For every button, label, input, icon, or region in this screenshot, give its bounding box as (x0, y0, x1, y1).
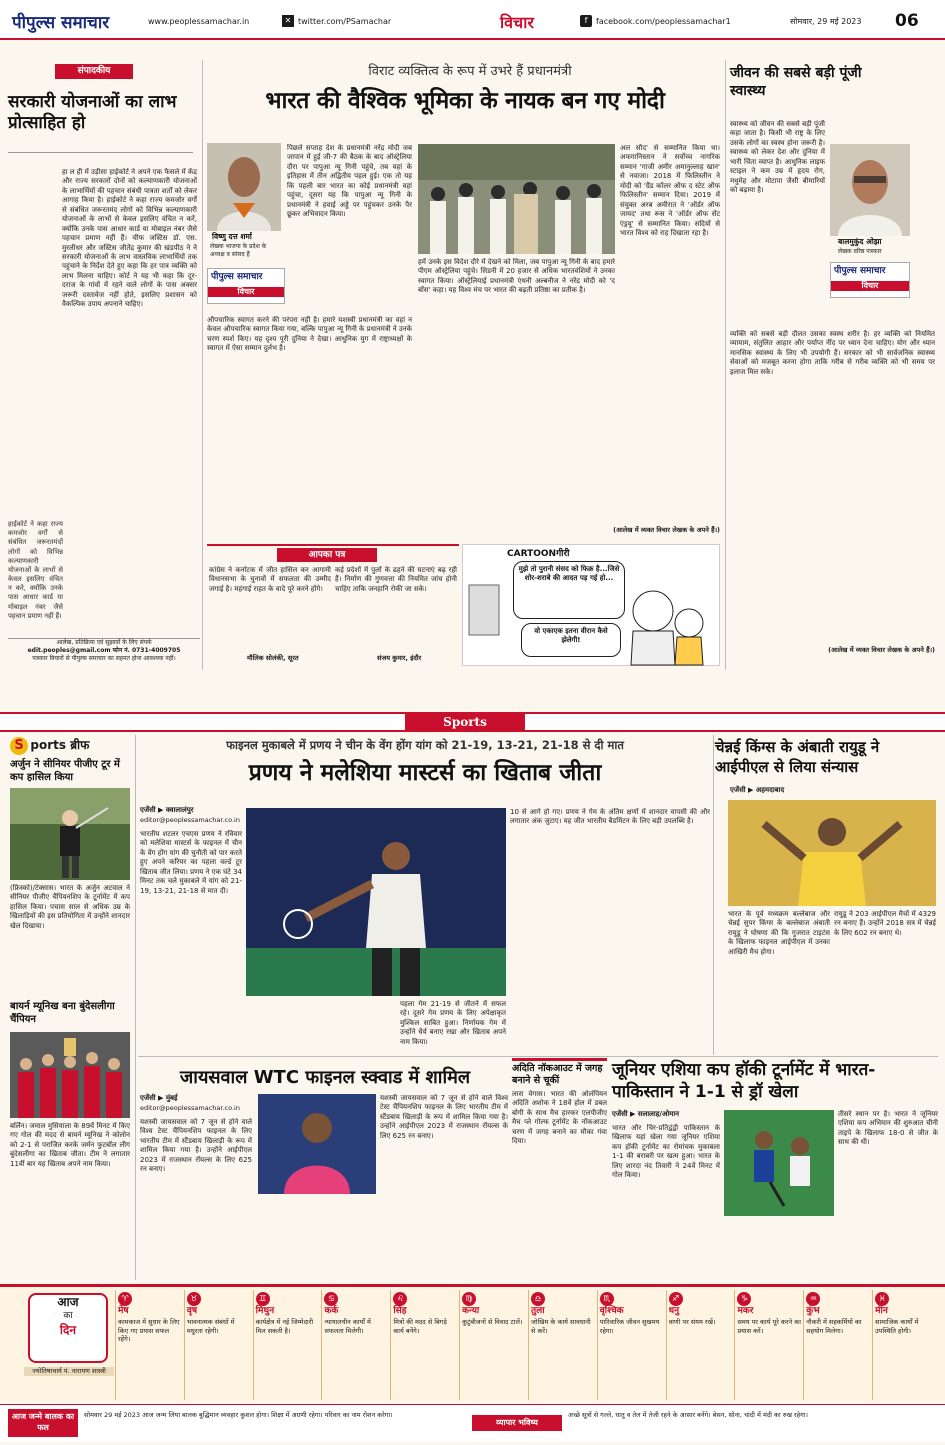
lead-headline: भारत की वैश्विक भूमिका के नायक बन गए मोदी (265, 88, 665, 114)
rashi-kumbh-icon: ♒ (806, 1292, 820, 1306)
health-author-role: लेखक वरिष्ठ पत्रकार (838, 248, 882, 255)
divider-sports-right (713, 735, 714, 1055)
rashi-makar-text: समय पर कार्य पूरे करने का प्रयास करें। (737, 1317, 801, 1335)
rashi-vrish-text: भावनात्मक संबंधों में मधुरता रहेगी। (186, 1317, 235, 1335)
page-number: 06 (895, 11, 919, 31)
divider-sports-mid (138, 1056, 938, 1057)
jaiswal-headline: जायसवाल WTC फाइनल स्क्वाड में शामिल (179, 1067, 471, 1088)
rayudu-text: भारत के पूर्व मध्यक्रम बल्लेबाज और चेन्नई सुपर किंग्स के बल्लेबाज अंबाती रायुडू ने घोषणा की कि गुजरात टाइटंस के खिलाफ फाइनल आईपीएल में उनका आखिरी मैच होगा। (728, 910, 830, 956)
masthead-logo[interactable]: पीपुल्स समाचार (12, 13, 110, 33)
rashi-vrish-icon: ♉ (187, 1292, 201, 1306)
brief-head-1: अर्जुन ने सीनियर पीजीए टूर में कप हासिल किया (10, 759, 120, 783)
mini-logo-health (830, 262, 910, 298)
lead-col3: अल सौद' से सम्मानित किया था। अफगानिस्तान ने सर्वोच्च नागरिक सम्मान 'गाजी अमीर अमानुल्लाह खान' से नवाजा। 2018 में फिलिस्तीन ने मोदी को 'ग्रैंड कॉलर ऑफ द स्टेट ऑफ फिलिस्तीन' सम्मान दिया। 2019 में संयुक्त अरब अमीरात ने 'ऑर्डर ऑफ जायद' तथा रूस ने 'ऑर्डर ऑफ सेंट एंड्रयू' से सम्मानित किया। सदियों से भारत विश्व को राह दिखाता रहा है। (620, 144, 720, 237)
facebook-icon: f (580, 15, 592, 27)
pranay-email[interactable]: editor@peoplessamachar.co.in (140, 816, 240, 824)
rashi-kumbh (803, 1290, 872, 1400)
business-text: अच्छे सूत्रों से गल्ले, धातु व तेल में तेजी रहने के आसार बनेंगे। बेसन, सोना, चांदी में मंदी का रुख रहेगा। (568, 1411, 808, 1419)
hockey-photo (724, 1110, 834, 1216)
rashi-mithun (253, 1290, 322, 1400)
rashi-meen-icon: ♓ (875, 1292, 889, 1306)
rashi-kanya-name: कन्या (462, 1306, 480, 1316)
rashi-kanya-icon: ♍ (462, 1292, 476, 1306)
mini-logo-section: विचार (208, 287, 284, 298)
rashi-tula-name: तुला (530, 1306, 545, 1316)
rashi-makar-name: मकर (737, 1306, 754, 1316)
rashi-kark-text: न्यायालयीन कार्यों में सफलता मिलेगी। (324, 1317, 371, 1335)
letter-1: कांग्रेस ने कर्नाटक में जीत हासिल कर आगामी विधानसभा के चुनावों में सफलता की उम्मीद जगाई है। महंगाई राहत के वादे पूरे करने होंगे। (209, 566, 331, 593)
letters-box (207, 544, 459, 666)
health-title: जीवन की सबसे बड़ी पूंजी स्वास्थ्य (730, 65, 862, 99)
rashi-tula (528, 1290, 597, 1400)
jaiswal-byline: एजेंसी ▶ मुंबई (140, 1094, 178, 1102)
lead-photo (418, 144, 615, 254)
din-label: दिन (59, 1322, 77, 1337)
jaiswal-photo (258, 1094, 376, 1194)
rashi-meen-name: मीन (875, 1306, 888, 1316)
twitter-icon: ✕ (282, 15, 294, 27)
rashi-kark-name: कर्क (324, 1306, 339, 1316)
rashi-singh-icon: ♌ (393, 1292, 407, 1306)
lead-col1b: औपचारिक स्वागत करने की परंपरा नहीं है। हमारे यशस्वी प्रधानमंत्री का वहां न केवल औपचारिक स्वागत किया गया, बल्कि पापुआ न्यू गिनी के प्रधानमंत्री ने उनके चरण स्पर्श किए। यह दृश्य पूरी दुनिया ने देखा। आधुनिक युग में राष्ट्राध्यक्षों के स्वागत में ऐसा सम्मान दुर्लभ है। (207, 316, 412, 353)
health-body2: व्यक्ति को सबसे बड़ी दौलत उसका स्वस्थ शरीर है। हर व्यक्ति को नियमित व्यायाम, संतुलित आहार और पर्याप्त नींद पर ध्यान देना चाहिए। योग और ध्यान मानसिक स्वास्थ्य के लिए भी उपयोगी हैं। सरकार को भी सार्वजनिक स्वास्थ्य सेवाओं को मजबूत करना होगा ताकि गरीब से गरीब व्यक्ति को भी समय पर इलाज मिल सके। (730, 330, 935, 376)
editorial-tag: संपादकीय (55, 64, 133, 79)
sports-band (0, 712, 945, 732)
hockey-byline: एजेंसी ▶ सलालाह/ओमान (612, 1110, 680, 1118)
astrologer-name: ज्योतिषाचार्य पं. नारायण शास्त्री (24, 1367, 114, 1376)
jaiswal-email[interactable]: editor@peoplessamachar.co.in (140, 1104, 240, 1112)
rashi-mithun-name: मिथुन (255, 1306, 275, 1316)
editorial-sidequote: हाईकोर्ट ने कहा राज्य कमजोर वर्गों से संबंधित जरूरतमंदों लोगों को विभिन्न कल्याणकारी योजनाओं के लाभों से केवल इसलिए वंचित न करे, क्योंकि उनके पास आधार कार्ड या मोबाइल नंबर जैसे पहचान प्रमाण नहीं हैं। (8, 520, 63, 620)
rashi-kanya-text: कुटुंबीजनों से विवाद टालें। (462, 1317, 523, 1326)
aditi-text: लास वेगास। भारत की ओलंपियन अदिति अशोक ने 18वें होल में डबल बोगी के साथ मैच हारकर एलपीजीए मैच प्ले गोल्फ टूर्नामेंट के नॉकआउट चरण में जगह बनाने का मौका गंवा दिया। (512, 1090, 607, 1146)
lead-col2: हमें उनके इस विदेश दौरे में देखने को मिला, जब पापुआ न्यू गिनी के बाद हमारे पीएम ऑस्ट्रेलिया पहुंचे। सिडनी में 20 हजार से अधिक भारतवंशियों ने उनका स्वागत किया। ऑस्ट्रेलियाई प्रधानमंत्री एंथनी अल्बनीज ने नरेंद्र मोदी को 'द बॉस' कहा। यह विश्व मंच पर भारत की बढ़ती प्रतिष्ठा का प्रतीक है। (418, 258, 615, 295)
cartoon-bubble-1: मुझे तो पुरानी संसद को फिक्र है...जिसे शोर-शराबे की आदत पड़ गई हो... (513, 561, 625, 619)
rashi-makar (734, 1290, 803, 1400)
rayudu-photo (728, 800, 936, 906)
lead-col1: पिछले सप्ताह देश के प्रधानमंत्री नरेंद्र मोदी जब जापान में हुई जी-7 की बैठक के बाद ऑस्ट्रेलिया दौरा पर पापुआ न्यू गिनी पहुंचे, तब वहां के इतिहास में तीन अद्वितीय पहल हुई। एक तो यह कि पहली बार भारत का कोई प्रधानमंत्री वहां पहुंचा, दूसरा यह कि पापुआ न्यू गिनी के प्रधानमंत्री ने हवाई अड्डे पर पहुंचकर उनके पैर छूकर अभिवादन किया। (287, 144, 412, 219)
jaiswal-text2: यशस्वी जायसवाल को 7 जून से होने वाले विश्व टेस्ट चैंपियनशिप फाइनल के लिए भारतीय टीम में स्टैंडबाय खिलाड़ी के रूप में शामिल किया गया है। उन्होंने आईपीएल 2023 में राजस्थान रॉयल्स के लिए 625 रन बनाए। (380, 1094, 508, 1140)
rashi-makar-icon: ♑ (737, 1292, 751, 1306)
editorial-rule (8, 152, 193, 153)
letter-2: कई प्रदेशों में पुलों के ढहने की घटनाएं बढ़ रही हैं। निर्माण की गुणवत्ता की नियमित जांच होनी चाहिए ताकि जनहानि रोकी जा सके। (335, 566, 457, 593)
aaj-label: आज (57, 1295, 79, 1309)
cartoon-box (462, 544, 720, 666)
footer-contact-label: आलेख, प्रतिक्रिया एवं सुझावों के लिए संपर्क (56, 639, 152, 646)
pranay-headline: प्रणय ने मलेशिया मास्टर्स का खिताब जीता (248, 760, 602, 786)
divider-left (202, 60, 203, 670)
letters-title: आपका पत्र (277, 548, 377, 562)
rayudu-byline: एजेंसी ▶ अहमदाबाद (730, 786, 785, 794)
mini-logo-section-2: विचार (831, 281, 909, 292)
rashi-singh (390, 1290, 459, 1400)
rashi-dhanu-name: धनु (668, 1306, 680, 1316)
rashifal-row (115, 1290, 941, 1400)
editorial-body: हा ल ही में उड़ीसा हाईकोर्ट ने अपने एक फैसले में केंद्र और राज्य सरकारों दोनों को कल्याणकारी योजनाओं के लाभार्थियों की पहचान संबंधी पात्रता शर्तों को लेकर आगाह किया है। हाईकोर्ट ने कहा राज्य कमजोर वर्गों से संबंधित जरूरतमंद लोगों को विभिन्न कल्याणकारी योजनाओं के लाभों से केवल इसलिए वंचित न करें, क्योंकि उनके पास आधार कार्ड या मोबाइल नंबर जैसे पहचान प्रमाण नहीं हैं। चीफ जस्टिस डॉ. एस. मुरलीधर और जस्टिस जीतेंद्र कुमार की खंडपीठ ने ने सरकारी योजनाओं के लाभ वास्तविक लाभार्थियों तक पहुंचाने के निर्देश देते हुए कहा कि हर पात्र व्यक्ति को लाभ मिलना चाहिए। कोर्ट ने यह भी कहा कि दूर-दराज के गांवों में रहने वाले लोगों के पास अक्सर जरूरी दस्तावेज नहीं होते, इसलिए प्रशासन को वैकल्पिक उपाय अपनाने चाहिए। (62, 168, 197, 309)
health-body: स्वास्थ्य को जीवन की सबसे बड़ी पूंजी कहा जाता है। किसी भी राष्ट्र के लिए उसके लोगों का स्वस्थ होना जरूरी है। स्वास्थ्य को लेकर देश और दुनिया में भारी चिंता व्याप्त है। आधुनिक लाइफ स्टाइल ने कम उम्र में हृदय रोग, मधुमेह और मोटापा जैसी बीमारियों को बढ़ाया है। (730, 120, 825, 195)
rashi-dhanu-icon: ♐ (669, 1292, 683, 1306)
hockey-text2: तीसरे स्थान पर है। भारत ने जूनियर एशिया कप अभियान की शुरुआत चीनी ताइपे के खिलाफ 18-0 से जीत के साथ की थी। (838, 1110, 938, 1147)
issue-date: सोमवार, 29 मई 2023 (790, 17, 862, 26)
golfer-photo (10, 788, 130, 880)
rashi-mesh-text: कामकाज में सुधार के लिए किए गए प्रयास सफल रहेंगे। (118, 1317, 180, 1344)
rayudu-headline: चेन्नई किंग्स के अंबाती रायुडू ने आईपीएल से लिया संन्यास (715, 738, 880, 776)
brief-text-2: बर्लिन। जमाल मुसियाला के 89वें मिनट में किए गए गोल की मदद से बायर्न म्यूनिख ने कोलोन को 2-1 से पराजित करके जर्मन फुटबॉल लीग बुंदेसलीगा का खिताब जीता। टीम ने लगातार 11वीं बार यह खिताब अपने नाम किया। (10, 1122, 130, 1168)
brief-text-1: (फ्रिस्को)/टेक्सास। भारत के अर्जुन अटवाल ने सीनियर पीजीए चैंपियनशिप के टूर्नामेंट में कप हासिल किया। पचास साल से अधिक उम्र के खिलाड़ियों की इस प्रतियोगिता में उन्होंने शानदार खेल दिखाया। (10, 884, 130, 930)
rashi-singh-text: मित्रों की मदद से बिगड़े कार्य बनेंगे। (393, 1317, 447, 1335)
rashi-vrishchik-icon: ♏ (600, 1292, 614, 1306)
rashi-mesh (115, 1290, 184, 1400)
rashi-vrish (184, 1290, 253, 1400)
business-label: व्यापार भविष्य (472, 1415, 562, 1431)
rashi-mithun-text: कार्यक्षेत्र में नई जिम्मेदारी मिल सकती है। (255, 1317, 314, 1335)
rashi-vrishchik-text: पारिवारिक जीवन सुखमय रहेगा। (599, 1317, 660, 1335)
hockey-headline: जूनियर एशिया कप हॉकी टूर्नामेंट में भारत-पाकिस्तान ने 1-1 से ड्रॉ खेला (612, 1060, 876, 1102)
rashi-kanya (459, 1290, 528, 1400)
footer-disclaimer: पत्रकार विचारों से पीपुल्स समाचार का सहमत होना आवश्यक नहीं। (32, 655, 176, 663)
birth-label: आज जन्मे बालक का फल (8, 1409, 78, 1437)
letter-2-sign: संजय कुमार, इंदौर (377, 654, 422, 662)
rashi-dhanu-text: वाणी पर संयम रखें। (668, 1317, 716, 1326)
brief-badge (10, 737, 130, 757)
lead-note: (आलेख में व्यक्त विचार लेखक के अपने हैं।) (613, 526, 720, 534)
divider-right (725, 60, 726, 670)
rashi-singh-name: सिंह (393, 1306, 407, 1316)
website-link[interactable]: www.peoplessamachar.in (148, 17, 250, 26)
section-title: विचार (500, 13, 534, 32)
mini-logo-text-2: पीपुल्स समाचार (834, 266, 886, 276)
mini-logo-lead (207, 268, 285, 304)
editorial-footer (8, 638, 200, 666)
rashi-kark-icon: ♋ (324, 1292, 338, 1306)
brief-title: ports ब्रीफ (30, 738, 90, 752)
health-author: बालमुकुंद ओझा (838, 237, 882, 246)
pranay-text: भारतीय शटलर एचएस प्रणय ने रविवार को मलेशिया मास्टर्स के फाइनल में चीन के वेंग होंग यांग की चुनौती को पार करते हुए अपने करियर का पहला वर्ल्ड टूर खिताब जीत लिया। प्रणय ने एक घंटे 34 मिनट तक चले मुकाबले में यांग को 21-19, 13-21, 21-18 से मात दी। (140, 830, 242, 895)
author-role: लेखक भाजपा के प्रदेश के अध्यक्ष व सांसद हैं (210, 243, 267, 258)
pranay-text3: 10 से आगे हो गए। प्रणय ने गेम के अंतिम क्षणों में शानदार वापसी की और लगातार अंक जुटाए। यह जीत भारतीय बैडमिंटन के लिए बड़ी उपलब्धि है। (510, 808, 710, 826)
rashi-dhanu (666, 1290, 735, 1400)
bottom-footer (0, 1404, 945, 1442)
aditi-headline: अदिति नॉकआउट में जगह बनाने से चूकीं (512, 1058, 607, 1088)
rashi-kumbh-text: नौकरी में सहकर्मियों का सहयोग मिलेगा। (806, 1317, 862, 1335)
pranay-photo (246, 808, 506, 996)
brief-s-letter: S (10, 737, 28, 755)
rashi-mesh-icon: ♈ (118, 1292, 132, 1306)
aaj-ka-din-box (28, 1293, 108, 1363)
rashi-vrishchik-name: वृश्चिक (599, 1306, 624, 1316)
lead-kicker: विराट व्यक्तित्व के रूप में उभरे हैं प्रधानमंत्री (368, 64, 572, 79)
pranay-kicker: फाइनल मुकाबले में प्रणय ने चीन के वेंग होंग यांग को 21-19, 13-21, 21-18 से दी मात (226, 738, 624, 752)
author-photo (207, 143, 281, 231)
pranay-byline: एजेंसी ▶ क्वालालंपुर (140, 806, 194, 814)
facebook-link[interactable]: facebook.com/peoplessamachar1 (596, 17, 731, 26)
sports-banner: Sports (405, 714, 525, 730)
rashi-tula-icon: ♎ (531, 1292, 545, 1306)
ka-label: का (63, 1310, 73, 1321)
rashi-kumbh-name: कुंभ (806, 1306, 820, 1316)
letter-1-sign: मौलिक सोलंकी, सूरत (247, 654, 299, 662)
birth-text: सोमवार 29 मई 2023 आज जन्म लिया बालक बुद्धिमान व्यवहार कुशल होगा। शिक्षा में अग्रणी रहेगा। परिवार का नाम रोशन करेगा। (84, 1411, 393, 1419)
rashi-mesh-name: मेष (118, 1306, 129, 1316)
footer-email[interactable]: edit.peoples@gmail.com फोन नं. 0731-4009705 (27, 647, 181, 655)
twitter-link[interactable]: twitter.com/PSamachar (298, 17, 392, 26)
rashi-kark (321, 1290, 390, 1400)
bayern-photo (10, 1032, 130, 1118)
rashi-tula-text: जोखिम के कार्य सावधानी से करें। (530, 1317, 591, 1335)
rayudu-text2: रायुडू ने 203 आईपीएल मैचों में 4329 रन बनाए हैं। उन्होंने 2018 सत्र में चेन्नई के लिए 602 रन बनाए थे। (834, 910, 936, 937)
rashi-meen (872, 1290, 941, 1400)
health-note: (आलेख में व्यक्त विचार लेखक के अपने हैं।) (828, 646, 935, 654)
rashi-meen-text: सामाजिक कार्यों में उपस्थिति होगी। (875, 1317, 919, 1335)
pranay-text2: पहला गेम 21-19 से जीतने में सफल रहे। दूसरे गेम प्रणय के लिए अपेक्षाकृत मुश्किल साबित हुआ। निर्णायक गेम में उन्होंने धैर्य बनाए रखा और खिताब अपने नाम किया। (400, 1000, 506, 1046)
mini-logo-text: पीपुल्स समाचार (211, 272, 263, 282)
cartoon-bubble-2: वो एकाएक इतना वीरान कैसे झेलेगी! (521, 623, 621, 657)
divider-sports-left (135, 735, 136, 1280)
rashi-vrishchik (597, 1290, 666, 1400)
jaiswal-text: यशस्वी जायसवाल को 7 जून से होने वाले विश्व टेस्ट चैंपियनशिप फाइनल के लिए भारतीय टीम में स्टैंडबाय खिलाड़ी के रूप में शामिल किया गया है। उन्होंने आईपीएल 2023 में राजस्थान रॉयल्स के लिए 625 रन बनाए। (140, 1118, 252, 1174)
rashi-mithun-icon: ♊ (256, 1292, 270, 1306)
health-author-photo (830, 144, 910, 236)
editorial-title: सरकारी योजनाओं का लाभ प्रोत्साहित हो (8, 92, 177, 134)
brief-head-2: बायर्न म्यूनिख बना बुंदेसलीगा चैंपियन (10, 1001, 115, 1025)
cartoon-title: CARTOONगीरी (507, 549, 570, 559)
hockey-text: भारत और चिर-प्रतिद्वंद्वी पाकिस्तान के खिलाफ यहां खेला गया जूनियर एशिया कप हॉकी टूर्नामेंट का रोमांचक मुकाबला 1-1 की बराबरी पर खत्म हुआ। भारत के लिए शारदा नंद तिवारी ने 24वें मिनट में गोल किया। (612, 1124, 720, 1180)
rashi-vrish-name: वृष (186, 1306, 198, 1316)
masthead (0, 0, 945, 40)
author-name: विष्णु दत्त शर्मा (212, 232, 252, 241)
